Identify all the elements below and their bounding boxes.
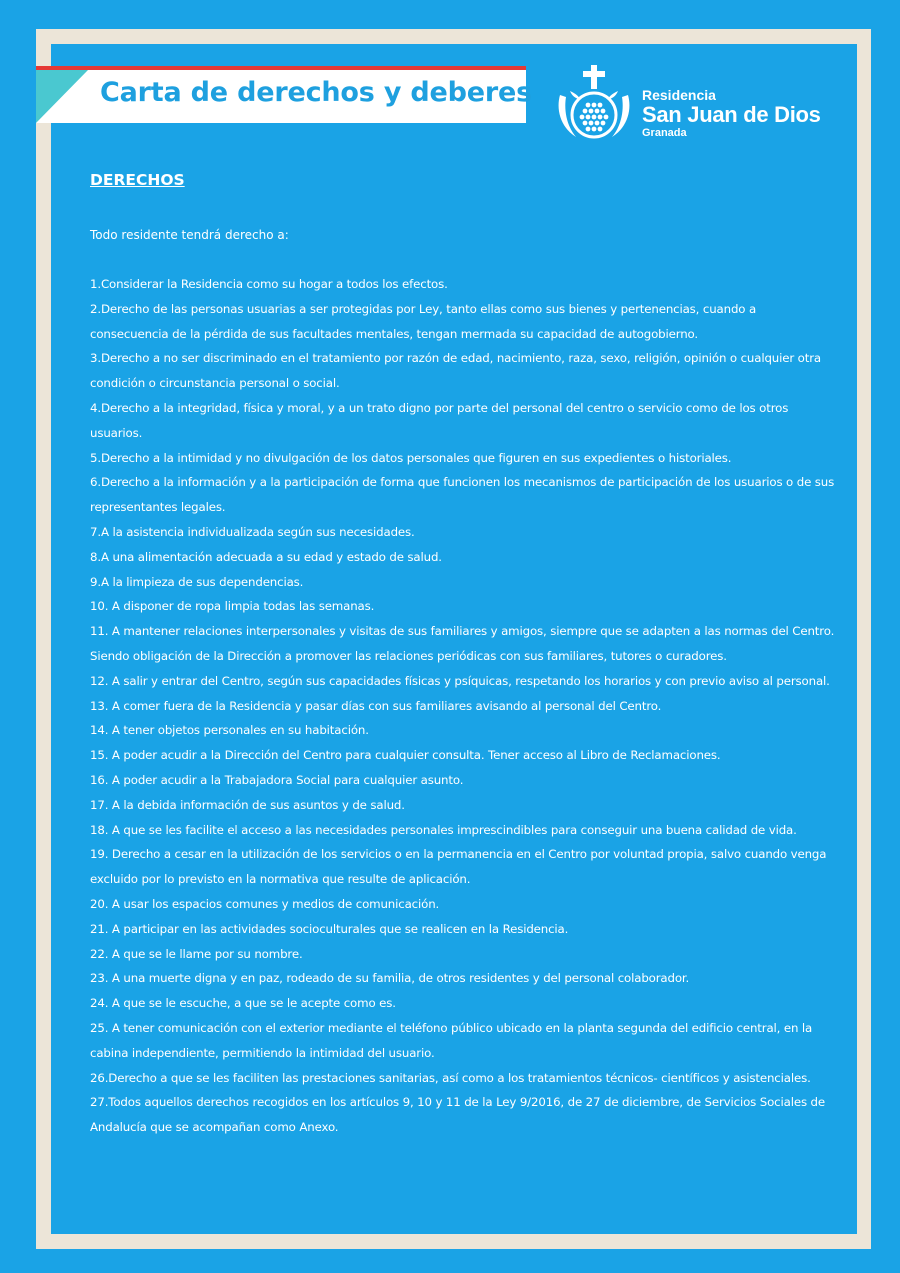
list-item: 18. A que se les facilite el acceso a las necesidades personales imprescindibles para conseguir una buena calidad de vida. [90,822,797,837]
list-item: 5.Derecho a la intimidad y no divulgación de los datos personales que figuren en sus expedientes o historiales. [90,450,732,465]
list-item: 25. A tener comunicación con el exterior mediante el teléfono público ubicado en la planta segunda del edificio central, en la cabina independiente, permitiendo la intimidad del usuario. [90,1020,813,1060]
logo-granada: Granada [642,127,687,139]
list-item: 1.Considerar la Residencia como su hogar a todos los efectos. [90,277,448,291]
logo-residencia: Residencia [642,87,716,103]
list-item: 3.Derecho a no ser discriminado en el tratamiento por razón de edad, nacimiento, raza, sexo, religión, opinión o cualquier otra condición o circunstancia personal o social. [90,351,821,391]
list-item: 13. A comer fuera de la Residencia y pasar días con sus familiares avisando al personal del Centro. [90,698,662,713]
list-item: 4.Derecho a la integridad, física y moral, y a un trato digno por parte del personal del centro o servicio como de los otros usuarios. [90,400,789,440]
list-item: 8.A una alimentación adecuada a su edad y estado de salud. [90,549,442,564]
list-item: 26.Derecho a que se les faciliten las prestaciones sanitarias, así como a los tratamientos técnicos- científicos y asistenciales. [90,1070,811,1085]
list-item: 11. A mantener relaciones interpersonales y visitas de sus familiares y amigos, siempre que se adapten a las normas del Centro. Siendo obligación de la Dirección a promover las relaciones periódicas con sus familiares, tutores o curadores. [90,624,835,663]
list-item: 23. A una muerte digna y en paz, rodeado de su familia, de otros residentes y del personal colaborador. [90,971,690,986]
list-item: 15. A poder acudir a la Dirección del Centro para cualquier consulta. Tener acceso al Libro de Reclamaciones. [90,748,721,763]
list-item: 9.A la limpieza de sus dependencias. [90,574,304,589]
list-item: 2.Derecho de las personas usuarias a ser protegidas por Ley, tanto ellas como sus bienes y pertenencias, cuando a consecuencia de la pérdida de sus facultades mentales, tengan mermada su capacidad de autogobierno. [90,301,757,341]
cross-emblem-icon [552,63,636,147]
list-item: 12. A salir y entrar del Centro, según sus capacidades físicas y psíquicas, respetando los horarios y con previo aviso al personal. [90,673,830,688]
page-title: Carta de derechos y deberes [100,77,533,108]
list-item: 21. A participar en las actividades socioculturales que se realicen en la Residencia. [90,921,569,936]
logo-text [642,88,821,140]
list-item: 20. A usar los espacios comunes y medios de comunicación. [90,896,440,911]
residence-logo [552,63,832,147]
list-item: 10. A disponer de ropa limpia todas las semanas. [90,599,375,614]
banner-accent [36,70,88,123]
list-item: 22. A que se le llame por su nombre. [90,946,303,961]
title-banner [36,66,533,123]
list-item: 14. A tener objetos personales en su habitación. [90,723,369,738]
list-item: 16. A poder acudir a la Trabajadora Social para cualquier asunto. [90,772,464,787]
list-item: 6.Derecho a la información y a la participación de forma que funcionen los mecanismos de participación de los usuarios o de sus representantes legales. [90,475,835,515]
logo-san-juan-de-dios: San Juan de Dios [642,102,821,127]
rights-list [90,272,835,1140]
list-item: 7.A la asistencia individualizada según sus necesidades. [90,524,415,539]
list-item: 27.Todos aquellos derechos recogidos en los artículos 9, 10 y 11 de la Ley 9/2016, de 27 de diciembre, de Servicios Sociales de Andalucía que se acompañan como Anexo. [90,1095,825,1135]
list-item: 17. A la debida información de sus asuntos y de salud. [90,797,405,812]
intro-text: Todo residente tendrá derecho a: [90,228,289,242]
list-item: 24. A que se le escuche, a que se le acepte como es. [90,996,396,1011]
list-item: 19. Derecho a cesar en la utilización de los servicios o en la permanencia en el Centro por voluntad propia, salvo cuando venga excluido por lo previsto en la normativa que resulte de aplicación. [90,847,827,887]
section-heading-derechos: DERECHOS [90,171,185,189]
